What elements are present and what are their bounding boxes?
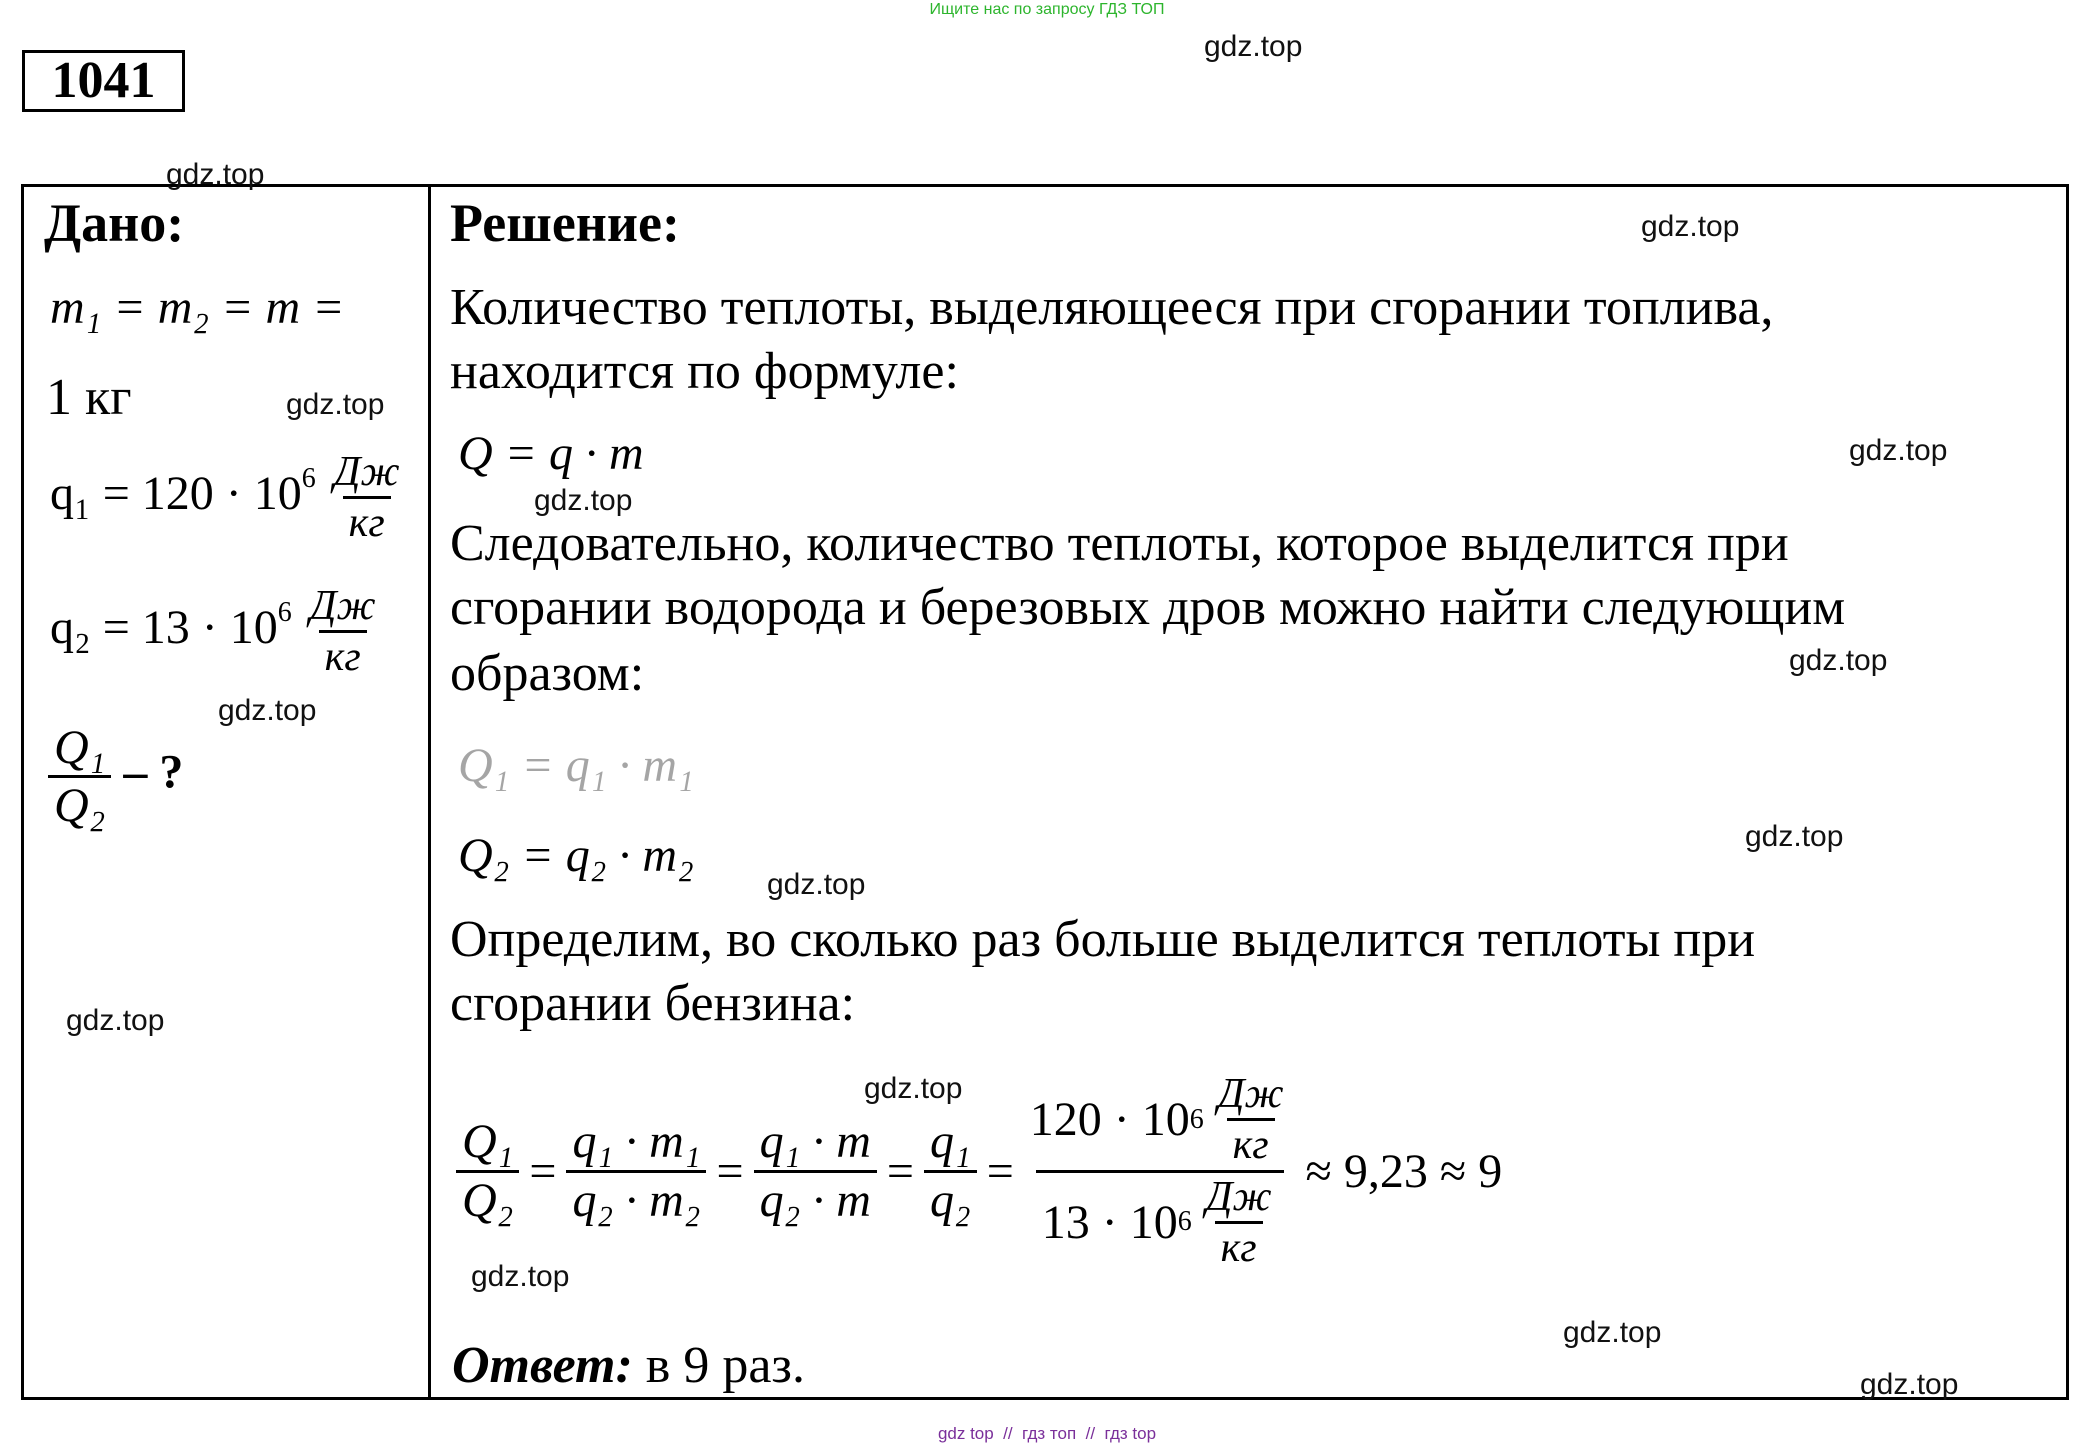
solution-p3-line1: Определим, во сколько раз больше выделится теплоты при [450, 911, 1756, 968]
watermark: gdz.top [864, 1072, 963, 1105]
equation-q2: Q₂ = q₂ · m₂ [458, 829, 694, 882]
given-heading: Дано: [44, 193, 185, 253]
watermark: gdz.top [166, 158, 265, 191]
problem-number: 1041 [22, 50, 185, 112]
solution-p1-line1: Количество теплоты, выделяющееся при сгорании топлива, [450, 279, 1774, 336]
watermark: gdz.top [534, 484, 633, 517]
watermark: gdz.top [1849, 434, 1948, 467]
given-q1: $q_1 = 120 \cdot 10^6$ $\frac{Дж}{кг}$ [50, 449, 400, 547]
given-mass-value: 1 кг [46, 369, 132, 426]
solution-p1-line2: находится по формуле: [450, 343, 959, 400]
watermark: gdz.top [1789, 644, 1888, 677]
watermark: gdz.top [218, 694, 317, 727]
formula-q: Q = q · m [458, 427, 644, 480]
watermark: gdz.top [1860, 1368, 1959, 1401]
footer: gdz top // гдз топ // гдз top [937, 1424, 1157, 1443]
given-q2: $q_2 = 13 \cdot 10^6$ $\frac{Дж}{кг}$ [50, 583, 376, 681]
watermark: gdz.top [1563, 1316, 1662, 1349]
top-banner: Ищите нас по запросу ГДЗ ТОП [929, 1, 1165, 18]
answer: Ответ: в 9 раз. [452, 1337, 805, 1394]
given-mass-line: m₁ = m₂ = m = [50, 281, 345, 334]
watermark: gdz.top [66, 1004, 165, 1037]
solution-p2-line2: сгорании водорода и березовых дров можно найти следующим [450, 579, 1846, 636]
solution-p3-line2: сгорании бензина: [450, 975, 856, 1032]
column-divider [428, 184, 431, 1400]
equation-q1: Q₁ = q₁ · m₁ [458, 739, 694, 792]
given-find: $\frac{\text{Q₁}}{\text{Q₂}}$ – ? [48, 720, 183, 833]
watermark: gdz.top [471, 1260, 570, 1293]
ratio-equation: $\frac{\text{Q₁}}{\text{Q₂}}$ = $\frac{\text{q₁ · m₁}}{\text{q₂ · m₂}}$ = $\frac{\text{q₁ · m}}{\text{q₂ · m}}$ = $\frac{\text{q₁}}{\text{q₂}}$ = 120 · 10 6 $\frac{Дж}{кг}$ 13 · 10 6 $\frac{Дж}{кг}$ ≈ 9,23 ≈ 9 [456, 1070, 1502, 1272]
watermark: gdz.top [1641, 210, 1740, 243]
watermark: gdz.top [1745, 820, 1844, 853]
solution-p2-line1: Следовательно, количество теплоты, которое выделится при [450, 515, 1789, 572]
watermark: gdz.top [286, 388, 385, 421]
watermark: gdz.top [1204, 30, 1303, 63]
solution-heading: Решение: [450, 193, 680, 253]
watermark: gdz.top [767, 868, 866, 901]
solution-p2-line3: образом: [450, 645, 645, 702]
